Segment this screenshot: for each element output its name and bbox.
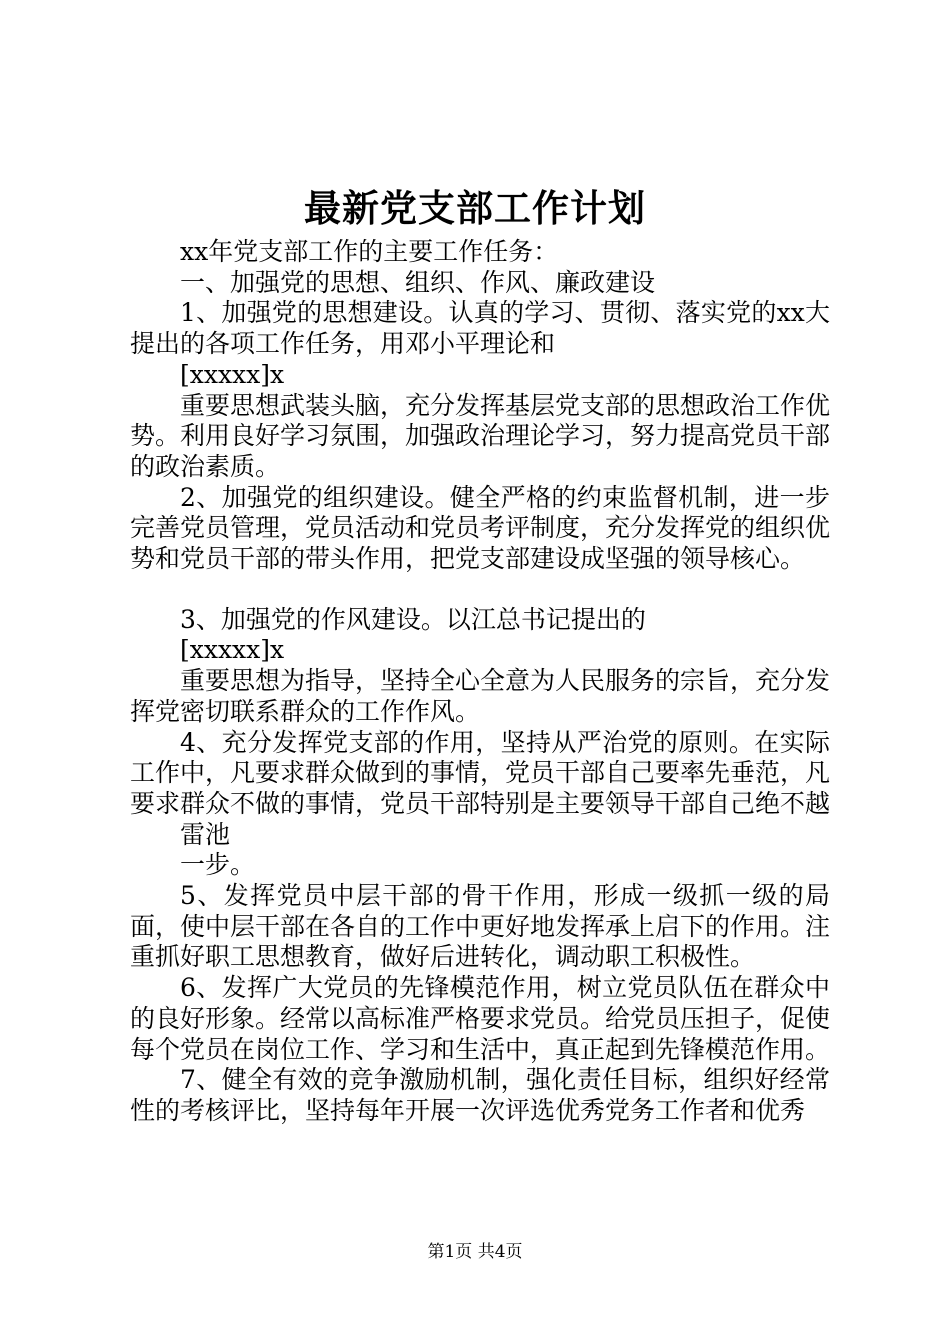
paragraph-item-7: 7、健全有效的竞争激励机制，强化责任目标，组织好经常性的考核评比，坚持每年开展一次评选优秀党务工作者和优秀 xyxy=(130,1065,830,1125)
paragraph-item-4: 4、充分发挥党支部的作用，坚持从严治党的原则。在实际工作中，凡要求群众做到的事情，党员干部自己要率先垂范，凡要求群众不做的事情，党员干部特别是主要领导干部自己绝不越 xyxy=(130,727,831,818)
paragraph-item-4-end: 一步。 xyxy=(180,850,256,880)
paragraph-item-2: 2、加强党的组织建设。健全严格的约束监督机制，进一步完善党员管理，党员活动和党员考评制度，充分发挥党的组织优势和党员干部的带头作用，把党支部建设成坚强的领导核心。 xyxy=(130,482,831,574)
section-heading-1: 一、加强党的思想、组织、作风、廉政建设 xyxy=(180,267,656,297)
page-footer: 第1页 共4页 xyxy=(427,1242,523,1262)
paragraph-spacer xyxy=(130,575,830,605)
paragraph-intro: xx年党支部工作的主要工作任务： xyxy=(180,237,559,266)
paragraph-placeholder-1: [xxxxx]x xyxy=(180,359,285,389)
paragraph-item-1: 1、加强党的思想建设。认真的学习、贯彻、落实党的xx大提出的各项工作任务，用邓小平理论和 xyxy=(130,298,830,359)
paragraph-placeholder-2: [xxxxx]x xyxy=(180,635,285,665)
paragraph-item-6: 6、发挥广大党员的先锋模范作用，树立党员队伍在群众中的良好形象。经常以高标准严格要求党员。给党员压担子，促使每个党员在岗位工作、学习和生活中，真正起到先锋模范作用。 xyxy=(130,973,831,1064)
document-body xyxy=(130,237,830,1127)
paragraph-item-3-cont: 重要思想为指导，坚持全心全意为人民服务的宗旨，充分发挥党密切联系群众的工作作风。 xyxy=(130,666,831,726)
paragraph-item-1-cont: 重要思想武装头脑，充分发挥基层党支部的思想政治工作优势。利用良好学习氛围，加强政治理论学习，努力提高党员干部的政治素质。 xyxy=(130,390,831,481)
paragraph-item-5: 5、发挥党员中层干部的骨干作用，形成一级抓一级的局面，使中层干部在各自的工作中更好地发挥承上启下的作用。注重抓好职工思想教育，做好后进转化，调动职工积极性。 xyxy=(130,881,831,972)
paragraph-item-3: 3、加强党的作风建设。以江总书记提出的 xyxy=(180,604,646,634)
document-title: 最新党支部工作计划 xyxy=(304,186,646,230)
paragraph-item-4-term: 雷池 xyxy=(180,819,231,849)
